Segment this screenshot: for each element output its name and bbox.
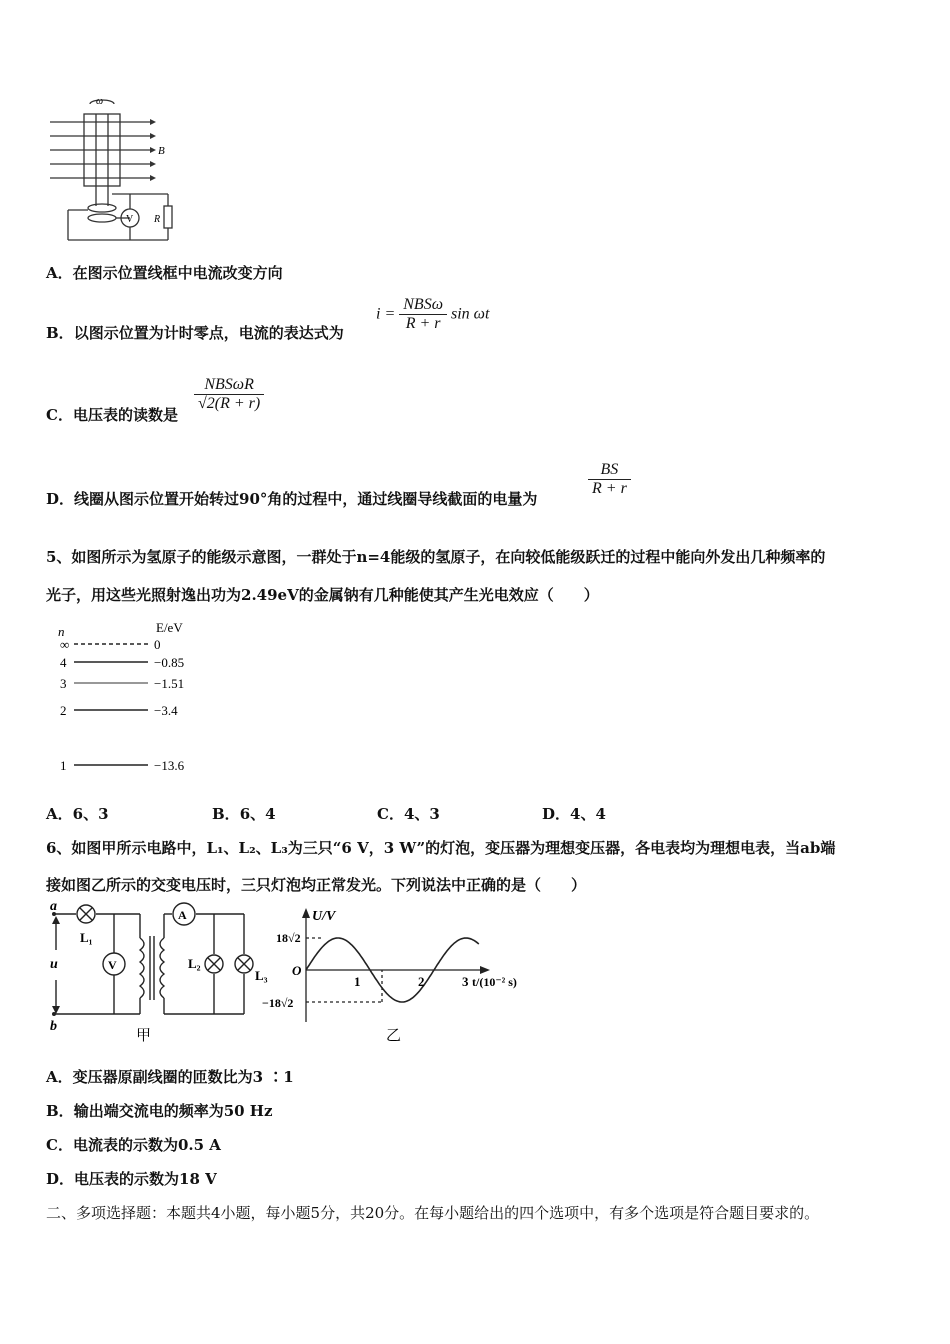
formula-fraction	[588, 461, 631, 498]
q4-option-c	[46, 404, 178, 425]
x-tick-2: 2	[418, 974, 425, 989]
option-text: 线圈从图示位置开始转过90°角的过程中，通过线圈导线截面的电量为	[74, 490, 538, 508]
section-2-heading: 二、多项选择题：本题共4小题，每小题5分，共20分。在每小题给出的四个选项中，有多个选项是符合题目要求的。	[46, 1204, 820, 1222]
option-label: C．	[46, 1136, 73, 1154]
voltage-u-label: u	[50, 957, 58, 972]
option-label: A．	[46, 805, 73, 823]
option-text: 电压表的示数为18 V	[74, 1170, 217, 1188]
q4-option-b	[46, 322, 344, 343]
q5-option-d	[542, 803, 606, 824]
q4-b-formula	[376, 296, 489, 333]
q4-option-a	[46, 262, 283, 283]
level-n-1: 4	[60, 655, 67, 670]
ac-voltage-graph	[262, 906, 538, 1046]
b-field-label: B	[158, 145, 165, 157]
option-text: 4、4	[570, 805, 606, 823]
terminal-a-label: a	[50, 902, 57, 914]
figure-caption-jia: 甲	[136, 1028, 152, 1044]
q5-stem-line2: 光子，用这些光照射逸出功为2.49eV的金属钠有几种能使其产生光电效应（ ）	[46, 586, 599, 604]
figure-caption-yi: 乙	[386, 1028, 402, 1044]
level-n-4: 1	[60, 758, 67, 773]
voltmeter-label: V	[108, 958, 117, 972]
option-label: A．	[46, 1068, 73, 1086]
x-tick-1: 1	[354, 974, 361, 989]
fraction-denominator: R + r	[592, 480, 627, 497]
y-max-label: 18√2	[276, 931, 301, 945]
fraction-numerator: NBSωR	[194, 376, 264, 395]
n-axis-label: n	[58, 624, 65, 639]
option-label: B．	[212, 805, 240, 823]
option-label: D．	[46, 1170, 75, 1188]
option-text: 变压器原副线圈的匝数比为3 ∶1	[72, 1068, 294, 1086]
level-n-2: 3	[60, 676, 67, 691]
x-tick-3: 3	[462, 974, 469, 989]
terminal-b-label: b	[50, 1019, 57, 1034]
option-label: A．	[46, 264, 73, 282]
q5-option-b	[212, 803, 276, 824]
transformer-circuit	[44, 902, 280, 1048]
energy-axis-label: E/eV	[156, 620, 183, 635]
option-label: B．	[46, 1102, 74, 1120]
x-axis-label: t/(10⁻² s)	[472, 975, 517, 989]
level-e-3: −3.4	[154, 703, 178, 718]
q6-stem-line1: 6、如图甲所示电路中，L₁、L₂、L₃为三只“6 V，3 W”的灯泡，变压器为理想变压器，各电表均为理想电表，当ab端	[46, 839, 836, 857]
option-text: 6、3	[72, 805, 109, 823]
level-e-4: −13.6	[154, 758, 185, 773]
option-label: C．	[46, 406, 73, 424]
voltmeter-label: V	[126, 214, 134, 225]
fraction-denominator: √2(R + r)	[198, 395, 261, 412]
level-e-2: −1.51	[154, 676, 185, 691]
q6-option-c	[46, 1134, 221, 1155]
option-label: B．	[46, 324, 74, 342]
formula-fraction	[399, 296, 447, 333]
q4-c-formula	[194, 376, 264, 413]
option-text: 电压表的读数是	[72, 406, 178, 424]
q5-option-c	[377, 803, 440, 824]
ammeter-label: A	[178, 908, 187, 922]
option-label: C．	[377, 805, 404, 823]
q5-option-a	[46, 803, 109, 824]
q4-d-formula	[588, 461, 631, 498]
fraction-numerator: NBSω	[399, 296, 447, 315]
energy-level-diagram	[50, 618, 220, 778]
formula-tail: sin ωt	[451, 305, 490, 323]
resistor-label: R	[154, 214, 161, 225]
formula-fraction	[194, 376, 264, 413]
q5-stem-line1: 5、如图所示为氢原子的能级示意图，一群处于n=4能级的氢原子，在向较低能级跃迁的过程中能向外发出几种频率的	[46, 548, 826, 566]
energy-levels	[60, 637, 185, 773]
q6-stem-line2: 接如图乙所示的交变电压时，三只灯泡均正常发光。下列说法中正确的是（ ）	[46, 876, 587, 894]
option-text: 电流表的示数为0.5 A	[72, 1136, 221, 1154]
option-label: D．	[542, 805, 571, 823]
q6-option-a	[46, 1066, 294, 1087]
level-n-0: ∞	[60, 637, 70, 652]
q4-option-d	[46, 488, 537, 509]
omega-label: ω	[96, 96, 104, 107]
generator-figure	[46, 94, 186, 244]
fraction-denominator: R + r	[405, 315, 441, 332]
origin-label: O	[292, 963, 302, 978]
formula-lhs: i =	[376, 305, 396, 323]
level-e-1: −0.85	[154, 655, 185, 670]
option-text: 4、3	[403, 805, 440, 823]
lamp-l2-label: L₂	[188, 956, 201, 971]
y-axis-label: U/V	[312, 909, 336, 924]
option-text: 以图示位置为计时零点，电流的表达式为	[73, 324, 344, 342]
option-text: 6、4	[239, 805, 276, 823]
q6-option-d	[46, 1168, 217, 1189]
lamp-l3-label: L₃	[255, 968, 268, 983]
option-text: 在图示位置线框中电流改变方向	[72, 264, 283, 282]
y-min-label: −18√2	[262, 996, 294, 1010]
option-text: 输出端交流电的频率为50 Hz	[73, 1102, 273, 1120]
level-n-3: 2	[60, 703, 67, 718]
q6-option-b	[46, 1100, 272, 1121]
level-e-0: 0	[154, 637, 161, 652]
fraction-numerator: BS	[588, 461, 631, 480]
lamp-l1-label: L₁	[80, 930, 93, 945]
option-label: D．	[46, 490, 75, 508]
